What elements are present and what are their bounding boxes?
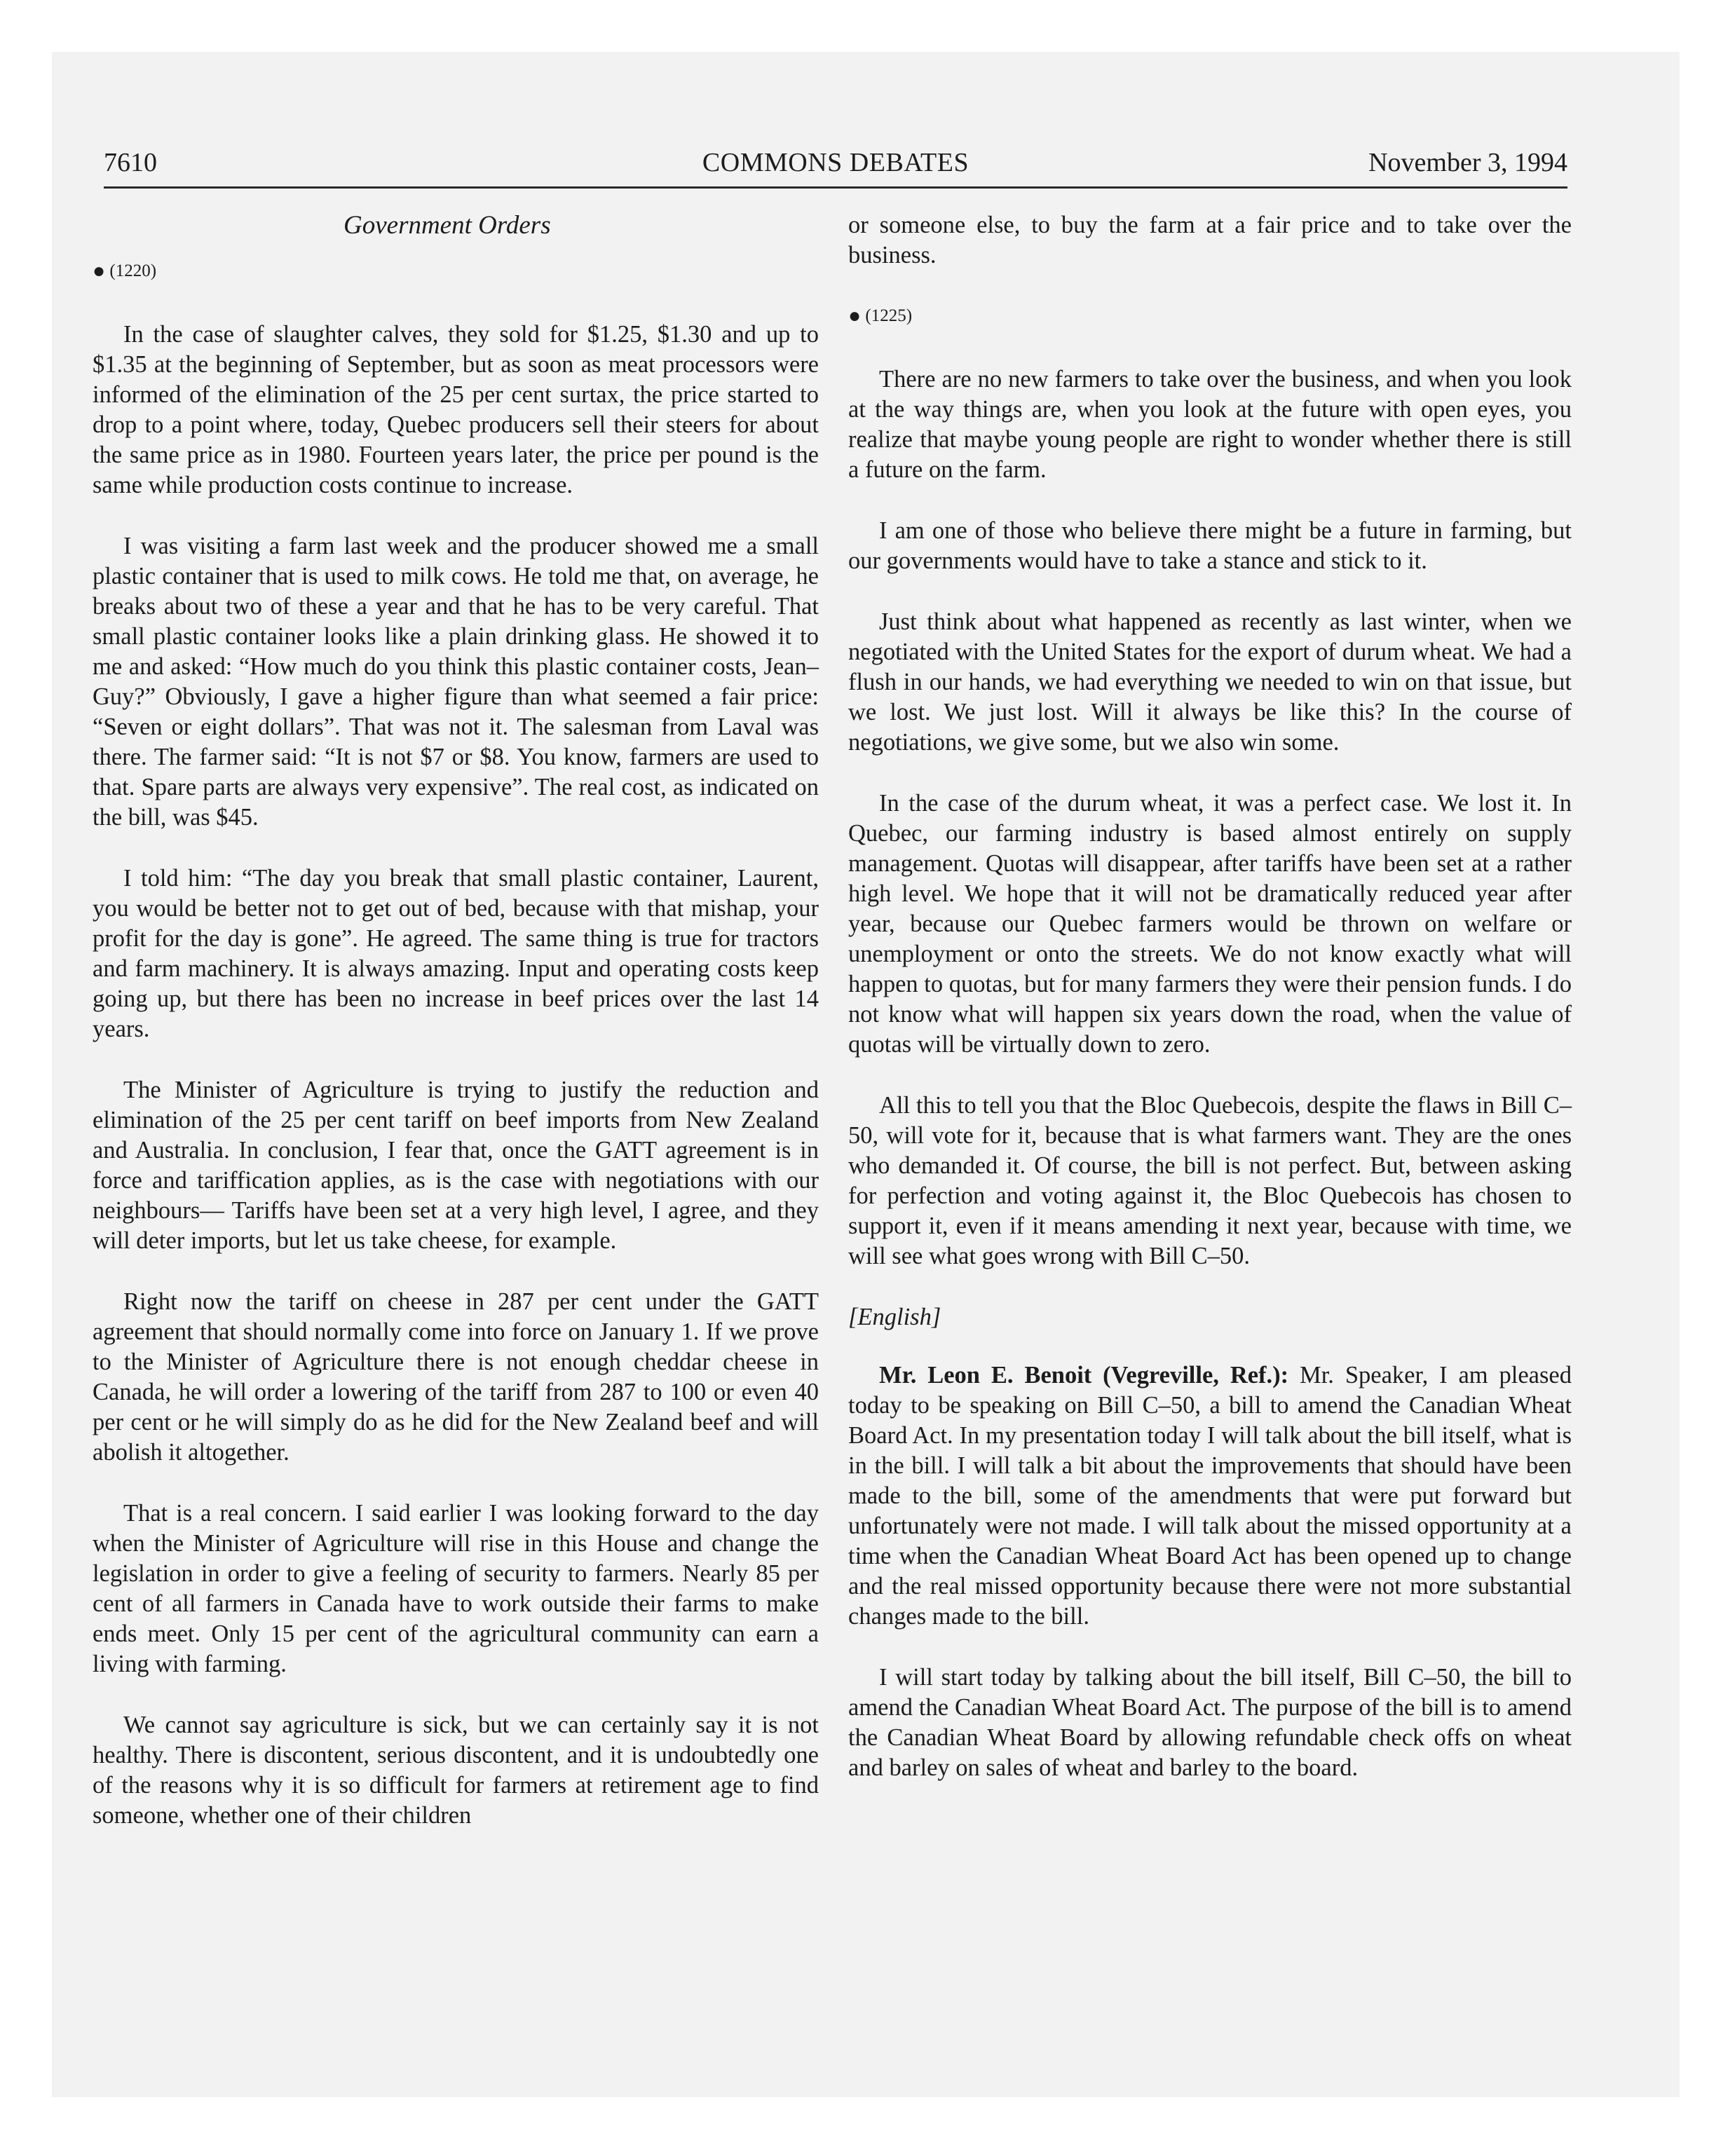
paragraph: I will start today by talking about the bill itself, Bill C–50, the bill to amend the Canadian Wheat Board Act. The purpose of the bill is to amend the Canadian Wheat Board by allowing refundable check offs on wheat and barley on sales of wheat and barley to the board. bbox=[848, 1664, 1572, 1781]
bullet-icon: ● bbox=[93, 259, 106, 282]
paragraph: That is a real concern. I said earlier I was looking forward to the day when the Minister of Agriculture will rise in this House and change the legislation in order to give a feeling of security to farmers. Nearly 85 per cent of all farmers in Canada have to work outside their farms to make ends meet. Only 15 per cent of the agricultural community can earn a living with farming. bbox=[93, 1500, 819, 1677]
paragraph: In the case of slaughter calves, they sold for $1.25, $1.30 and up to $1.35 at the beginning of September, but as soon as meat processors were informed of the elimination of the 25 per cent surtax, the price started to drop to a point where, today, Quebec producers sell their steers for about the same price as in 1980. Fourteen years later, the price per pound is the same while production costs continue to increase. bbox=[93, 321, 819, 498]
paragraph: The Minister of Agriculture is trying to justify the reduction and elimination of the 25 per cent tariff on beef imports from New Zealand and Australia. In conclusion, I fear that, once the GATT agreement is in force and tariffication applies, as is the case with negotiations with our neighbours— Tariffs have been set at a very high level, I agree, and they will deter imports, but let us take cheese, for example. bbox=[93, 1077, 819, 1254]
paragraph: All this to tell you that the Bloc Quebecois, despite the flaws in Bill C–50, will vote for it, because that is what farmers want. They are the ones who demanded it. Of course, the bill is not perfect. But, between asking for perfection and voting against it, the Bloc Quebecois has chosen to support it, even if it means amending it next year, because with time, we will see what goes wrong with Bill C–50. bbox=[848, 1092, 1572, 1269]
time-marker-text: (1225) bbox=[865, 306, 913, 325]
time-marker-text: (1220) bbox=[109, 261, 157, 280]
paragraph: I was visiting a farm last week and the producer showed me a small plastic container that is used to milk cows. He told me that, on average, he breaks about two of these a year and that he has to be very careful. That small plastic container looks like a plain drinking glass. He showed it to me and asked: “How much do you think this plastic container costs, Jean–Guy?” Obviously, I gave a higher figure than what seemed a fair price: “Seven or eight dollars”. That was not it. The salesman from Laval was there. The farmer said: “It is not $7 or $8. You know, farmers are used to that. Spare parts are always very expensive”. The real cost, as indicated on the bill, was $45. bbox=[93, 533, 819, 831]
page-number: 7610 bbox=[104, 148, 157, 177]
continued-paragraph: or someone else, to buy the farm at a fair price and to take over the business. bbox=[848, 212, 1572, 268]
paragraph: There are no new farmers to take over the business, and when you look at the way things are, when you look at the future with open eyes, you realize that maybe young people are right to wonder whether there is still a future on the farm. bbox=[848, 366, 1572, 483]
right-column bbox=[848, 210, 1572, 1783]
left-column bbox=[93, 210, 819, 1831]
time-marker bbox=[848, 304, 1572, 328]
time-marker bbox=[93, 259, 819, 283]
paragraph: In the case of the durum wheat, it was a perfect case. We lost it. In Quebec, our farming industry is based almost entirely on supply management. Quotas will disappear, after tariffs have been set at a rather high level. We hope that it will not be dramatically reduced year after year, because our Quebec farmers would be thrown on welfare or unemployment or onto the streets. We do not know exactly what will happen to quotas, but for many farmers they were their pension funds. I do not know what will happen six years down the road, when the value of quotas will be virtually down to zero. bbox=[848, 790, 1572, 1058]
publication-date: November 3, 1994 bbox=[1368, 148, 1567, 177]
language-note: [English] bbox=[848, 1304, 941, 1330]
paragraph: I am one of those who believe there might be a future in farming, but our governments would have to take a stance and stick to it. bbox=[848, 517, 1572, 574]
page-header bbox=[104, 144, 1567, 189]
speech-text: Mr. Speaker, I am pleased today to be speaking on Bill C–50, a bill to amend the Canadian Wheat Board Act. In my presentation today I will talk about the bill itself, what is in the bill. I will talk a bit about the improvements that should have been made to the bill, some of the amendments that were put forward but unfortunately were not made. I will talk about the missed opportunity at a time when the Canadian Wheat Board Act has been opened up to change and the real missed opportunity because there were not more substantial changes made to the bill. bbox=[848, 1362, 1572, 1630]
publication-title: COMMONS DEBATES bbox=[702, 148, 969, 177]
paragraph: We cannot say agriculture is sick, but we can certainly say it is not healthy. There is discontent, serious discontent, and it is undoubtedly one of the reasons why it is so difficult for farmers at retirement age to find someone, whether one of their children bbox=[93, 1712, 819, 1829]
bullet-icon: ● bbox=[848, 304, 862, 327]
speaker-name: Mr. Leon E. Benoit (Vegreville, Ref.): bbox=[879, 1362, 1289, 1389]
paragraph: Just think about what happened as recently as last winter, when we negotiated with the United States for the export of durum wheat. We had a flush in our hands, we had everything we needed to win on that issue, but we lost. We just lost. Will it always be like this? In the course of negotiations, we give some, but we also win some. bbox=[848, 608, 1572, 756]
section-title: Government Orders bbox=[343, 211, 551, 240]
speech-paragraph bbox=[848, 1360, 1572, 1632]
paragraph: Right now the tariff on cheese in 287 per cent under the GATT agreement that should normally come into force on January 1. If we prove to the Minister of Agriculture there is not enough cheddar cheese in Canada, he will order a lowering of the tariff from 287 to 100 or even 40 per cent or he will simply do as he did for the New Zealand beef and will abolish it altogether. bbox=[93, 1288, 819, 1466]
paragraph: I told him: “The day you break that small plastic container, Laurent, you would be better not to get out of bed, because with that mishap, your profit for the day is gone”. He agreed. The same thing is true for tractors and farm machinery. It is always amazing. Input and operating costs keep going up, but there has been no increase in beef prices over the last 14 years. bbox=[93, 865, 819, 1042]
